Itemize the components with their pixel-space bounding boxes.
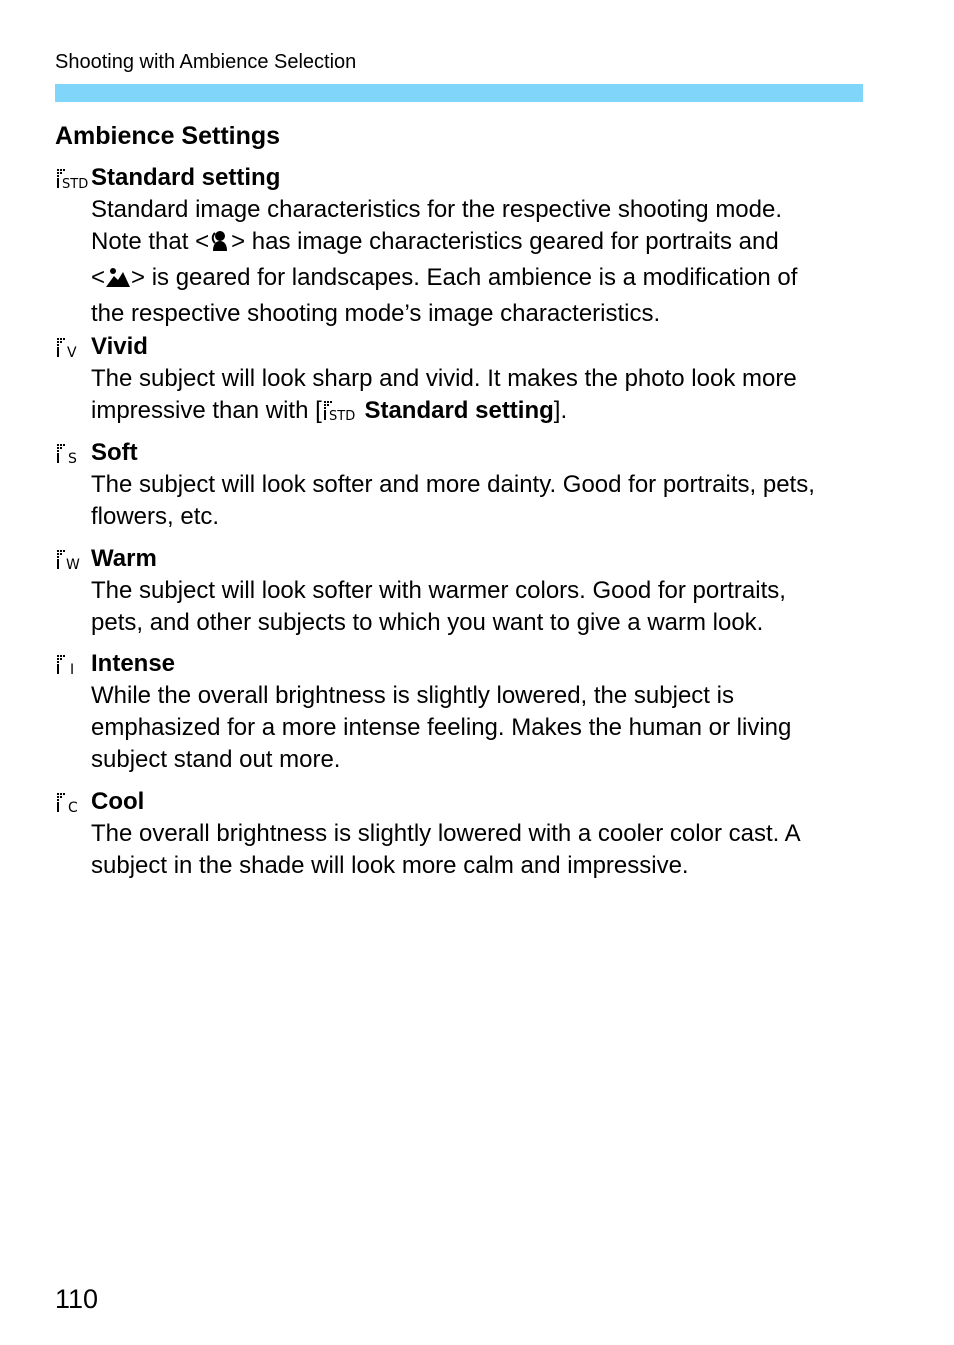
- header-color-bar: [55, 84, 863, 102]
- close-angle: >: [131, 264, 146, 291]
- entry-title: Cool: [91, 788, 145, 815]
- ambience-standard-icon: [55, 164, 91, 192]
- entry-title: Soft: [91, 439, 138, 466]
- description-line: subject in the shade will look more calm and impressive.: [91, 852, 689, 879]
- entry-cool: [55, 788, 863, 882]
- entry-vivid: [55, 333, 863, 431]
- svg-text:S: S: [68, 451, 77, 467]
- description-line: flowers, etc.: [91, 503, 220, 530]
- landscape-mode-icon: [105, 265, 131, 298]
- description-line: The overall brightness is slightly lowered with a cooler color cast. A: [91, 820, 801, 847]
- close-angle: >: [231, 228, 246, 255]
- section-title: Ambience Settings: [55, 122, 281, 150]
- ambience-intense-icon: [55, 650, 91, 678]
- description-line: subject stand out more.: [91, 746, 341, 773]
- description-text: is geared for landscapes. Each ambience is a modification of: [151, 264, 798, 291]
- entry-title: Intense: [91, 650, 176, 677]
- description-line: [91, 226, 863, 262]
- ambience-vivid-icon: [55, 333, 91, 361]
- reference-close: ].: [553, 397, 568, 424]
- portrait-mode-icon: [209, 229, 231, 262]
- description-line: [91, 395, 863, 431]
- entry-title: Vivid: [91, 333, 148, 360]
- entry-description: [91, 575, 863, 639]
- entry-soft: [55, 439, 863, 533]
- entry-standard-setting: [55, 164, 863, 330]
- svg-text:STD: STD: [62, 177, 89, 192]
- description-line: Standard image characteristics for the respective shooting mode.: [91, 196, 783, 223]
- description-line: [91, 262, 863, 298]
- entry-intense: [55, 650, 863, 776]
- running-head-title: Shooting with Ambience Selection: [55, 51, 357, 73]
- svg-text:I: I: [70, 662, 75, 678]
- description-line: While the overall brightness is slightly lowered, the subject is: [91, 682, 734, 709]
- svg-text:V: V: [67, 345, 77, 361]
- ambience-soft-icon: [55, 439, 91, 467]
- svg-text:C: C: [68, 800, 78, 816]
- entry-title: Warm: [91, 545, 157, 572]
- description-line: The subject will look sharp and vivid. It makes the photo look more: [91, 365, 797, 392]
- entry-description: [91, 363, 863, 431]
- entry-title: Standard setting: [91, 164, 281, 191]
- entry-description: [91, 818, 863, 882]
- svg-text:W: W: [66, 557, 80, 573]
- ambience-standard-icon: [322, 398, 358, 431]
- description-line: the respective shooting mode’s image characteristics.: [91, 300, 661, 327]
- svg-text:STD: STD: [328, 409, 355, 422]
- note-prefix: Note that <: [91, 228, 210, 255]
- entry-description: [91, 469, 863, 533]
- open-angle: <: [91, 264, 106, 291]
- description-line: The subject will look softer and more dainty. Good for portraits, pets,: [91, 471, 815, 498]
- ambience-cool-icon: [55, 788, 91, 816]
- entry-description: [91, 680, 863, 776]
- entry-description: [91, 194, 863, 330]
- page-number: 110: [55, 1284, 99, 1314]
- description-text: has image characteristics geared for portraits and: [251, 228, 779, 255]
- ambience-warm-icon: [55, 545, 91, 573]
- description-line: The subject will look softer with warmer colors. Good for portraits,: [91, 577, 786, 604]
- description-line: emphasized for a more intense feeling. Makes the human or living: [91, 714, 792, 741]
- description-line: pets, and other subjects to which you want to give a warm look.: [91, 609, 764, 636]
- entry-warm: [55, 545, 863, 639]
- reference-label: Standard setting: [364, 397, 554, 424]
- description-text: impressive than with [: [91, 397, 322, 424]
